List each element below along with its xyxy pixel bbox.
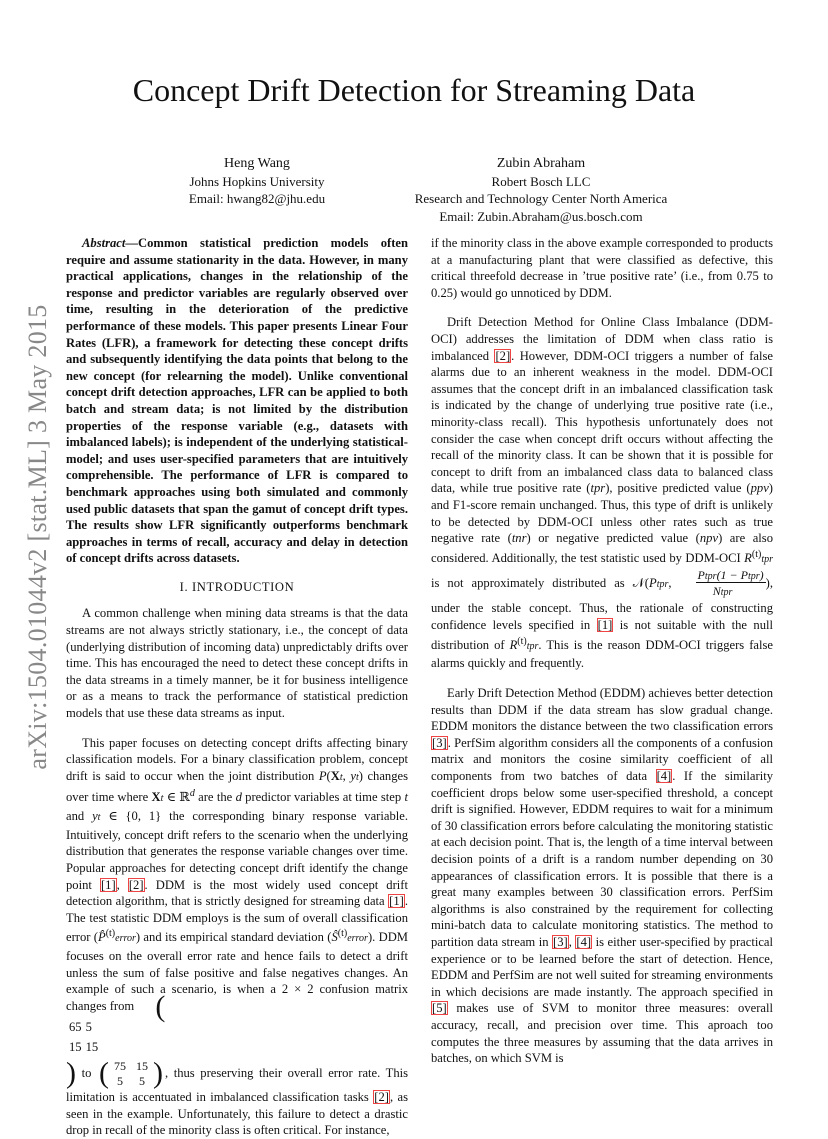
- right-column: [431, 235, 773, 1067]
- citation-link[interactable]: [1]: [100, 877, 116, 892]
- citation-link[interactable]: [4]: [576, 934, 592, 949]
- right-paragraph-ddm-oci: Drift Detection Method for Online Class Imbalance (DDM-OCI) addresses the limitation of DDM when class ratio is imbalanced [2]. However, DDM-OCI triggers a number of false alarms due to an inherent weakness in the model. DDM-OCI assumes that the concept drift in an imbalanced classification task is indicated by the change of underlying true positive rate (i.e., minority-class recall). This hypothesis unfortunately does not consider the case when concept drift occurs without affecting the recall of the minority class. It can be shown that it is possible for concept to drift from an imbalanced class data to balanced class data, while true positive rate (tpr), positive predicted value (ppv) and F1-score remain unchanged. Thus, this type of drift is unlikely to be detected by DDM-OCI unless other rates such as true negative rate (tnr) or negative predicted value (npv) are also considered. Additionally, the test statistic used by DDM-OCI $R^{(t)}tpr$ is not approximately distributed as 𝒩(Ptpr, $\frac{\text{Ptpr(1 − Ptpr)}}{\text{Ntpr}}$), under the stable concept. Thus, the rationale of constructing confidence levels specified in [1] is not suitable with the null distribution of $R^{(t)}tpr$. This is the reason DDM-OCI triggers false alarms quickly and frequently.: [431, 315, 774, 671]
- citation-link[interactable]: [3]: [553, 934, 568, 949]
- abstract-text: —Common statistical prediction models often require and assume stationarity in the data. However, in many practical applications, changes in the relationship of the response and predictor variables are regularly observed over time, resulting in the deterioration of the predictive performance of these models. This paper presents Linear Four Rates (LFR), a framework for detecting these concept drifts and subsequently identifying the data points that belong to the new concept (for relearning the model). Unlike conventional concept drift detection approaches, LFR can be applied to both batch and stream data; is not limited by the distribution properties of the response variable (e.g., datasets with imbalanced labels); is independent of the underlying statistical-model; and uses user-specified parameters that are intuitively comprehensible. The performance of LFR is compared to benchmark approaches using both simulated and commonly used public datasets that span the gamut of concept drift types. The results show LFR significantly outperforms benchmark approaches in terms of recall, accuracy and delay in detection of concept drifts across datasets.: [66, 236, 408, 566]
- paper-title: Concept Drift Detection for Streaming Data: [132, 72, 696, 108]
- confusion-matrix-before: (: [155, 990, 166, 1024]
- citation-link[interactable]: [4]: [656, 769, 672, 783]
- citation-link[interactable]: [2]: [128, 877, 144, 892]
- citation-link[interactable]: [3]: [432, 735, 447, 750]
- confusion-matrix-after: ( 75 15 5 5 ): [98, 1056, 163, 1090]
- citation-link[interactable]: [2]: [495, 348, 511, 363]
- author-email: Email: hwang82@jhu.edu: [188, 191, 326, 206]
- intro-paragraph-2: This paper focuses on detecting concept drifts affecting binary classification models. For a binary classification problem, concept drift is said to occur when the joint distribution P(Xt, yt) changes over time where Xt ∈ ℝ$^d$ are the d predictor variables at time step t and yt ∈ {0, 1} the corresponding binary response variable. Intuitively, concept drift refers to the scenario when the underlying distribution that generates the response variable changes over time. Popular approaches for detecting concept drift identify the change point [1], [2]. DDM is the most widely used concept drift detection algorithm, that is strictly designed for streaming data [1]. The test statistic DDM employs is the sum of overall classification error (P̂$^{(t)}$error) and its empirical standard deviation $(Ŝ^{(t)}error)$. DDM focuses on the overall error rate and hence fails to detect a drift unless the sum of false positive and false negatives changes. An example of such a scenario, is when a 2 × 2 confusion matrix changes from (: [66, 735, 409, 1024]
- author-email: Email: Zubin.Abraham@us.bosch.com: [439, 208, 643, 224]
- author-block-1: [140, 155, 374, 208]
- left-column: Abstract—Common statistical prediction models often require and assume stationarity in the data. However, in many practical applications, changes in the relationship of the response and predictor variables are regularly observed over time, resulting in the deterioration of the predictive performance of these models. This paper presents Linear Four Rates (LFR), a framework for detecting these concept drifts and subsequently identifying the data points that belong to the new concept (for relearning the model). Unlike conventional concept drift detection approaches, LFR can be applied to both batch and stream data; is not limited by the distribution properties of the response variable (e.g., datasets with imbalanced labels); is independent of the underlying statistical-model; and uses user-specified parameters that are intuitively comprehensible. The performance of LFR is compared to benchmark approaches using both simulated and commonly used public datasets that span the gamut of concept drift types. The results show LFR significantly outperforms benchmark approaches in terms of recall, accuracy and delay in detection of concept drifts across datasets. I. INTRODUCTION A common challenge when mining data streams is that the data streams are not always strictly stationary, i.e., the concept of data (underlying distribution of incoming data) unpredictably drifts over time. This has encouraged the need to detect these concept drifts in the data streams in a timely manner, be it for business intelligence or as a means to track the performance of statistical prediction models that use these data streams as input. This paper focuses on detecting concept drifts affecting binary classification models. For a binary classification problem, concept drift is said to occur when the joint distribution P(Xt, yt) changes over time where Xt ∈ ℝ$^d$ are the d predictor variables at time step t and yt ∈ {0, 1} the corresponding binary response variable. Intuitively, concept drift refers to the scenario when the underlying distribution that generates the response variable changes over time. Popular approaches for detecting concept drift identify the change point [1], [2]. DDM is the most widely used concept drift detection algorithm, that is strictly designed for streaming data [1]. The test statistic DDM employs is the sum of overall classification error (P̂$^{(t)}$error) and its empirical standard deviation $(Ŝ^{(t)}error)$. DDM focuses on the overall error rate and hence fails to detect a drift unless the sum of false positive and false negatives changes. An example of such a scenario, is when a 2 × 2 confusion matrix changes from ( 65 5 15 15 ) to ( 75 15 5 5 ) , thus preserving their overall error rate. This limitation is accentuated in imbalanced classification tasks [2], as seen in the example. Unfortunately, this failure to detect a drastic drop in recall of the minority class is often critical. For instance,: [66, 236, 409, 1138]
- author-name: Zubin Abraham: [496, 156, 586, 171]
- author-name: Heng Wang: [224, 156, 290, 171]
- author-affiliation-2: Research and Technology Center North America: [414, 191, 668, 206]
- section-heading: I. INTRODUCTION: [179, 579, 295, 594]
- citation-link[interactable]: [5]: [432, 1001, 447, 1016]
- citation-link[interactable]: [1]: [389, 894, 404, 909]
- author-affiliation: Robert Bosch LLC: [491, 173, 591, 189]
- citation-link[interactable]: [2]: [374, 1089, 389, 1104]
- arxiv-identifier: arXiv:1504.01044v2 [stat.ML] 3 May 2015: [23, 304, 52, 770]
- abstract: [66, 235, 408, 567]
- right-paragraph-continued: if the minority class in the above example corresponded to products at a manufacturing plant that were classified as defective, this critical threefold decrease in ’true positive rate’ (i.e., from 0.75 to 0.25) would go unnoticed by DDM.: [431, 236, 773, 300]
- author-block-2: [390, 155, 692, 225]
- abstract-label: Abstract: [82, 236, 126, 250]
- right-paragraph-eddm: Early Drift Detection Method (EDDM) achieves better detection results than DDM if the data stream has slow gradual change. EDDM monitors the distance between the two classification errors [3]. PerfSim algorithm considers all the components of a confusion matrix and monitors the cosine similarity coefficient of all components from two batches of data [4]. If the similarity coefficient drops below some user-specified threshold, a concept drift is signified. However, EDDM requires to wait for a minimum of 30 classification errors before calculating the monitoring statistic at each decision point. That is, the length of a time interval between decision points of a drift is a random number depending on 30 appearances of classification errors. It is possible that there is a great many examples between 30 classification errors. PerfSim algorithms is also constrained by the requirement for collecting mini-batch data to calculate monitoring statistics. The method to partition data stream in [3], [4] is either user-specified by practical experience or to be learned before the start of detection. Hence, EDDM and PerfSim are not well suited for streaming environments in which decisions are made instantly. The approach specified in [5] makes use of SVM to monitor three measures: overall accuracy, recall, and precision over time. This aproach too computes the three measures by assuming that the data arrives in batches, on which SVM is: [431, 686, 773, 1066]
- intro-paragraph-1: A common challenge when mining data streams is that the data streams are not always strictly stationary, i.e., the concept of data (underlying distribution of incoming data) unpredictably drifts over time. This has encouraged the need to detect these concept drifts in the data streams in a timely manner, be it for business intelligence or as a means to track the performance of statistical prediction models that use these data streams as input.: [66, 606, 408, 721]
- author-affiliation: Johns Hopkins University: [189, 173, 325, 189]
- citation-link[interactable]: [1]: [597, 618, 613, 633]
